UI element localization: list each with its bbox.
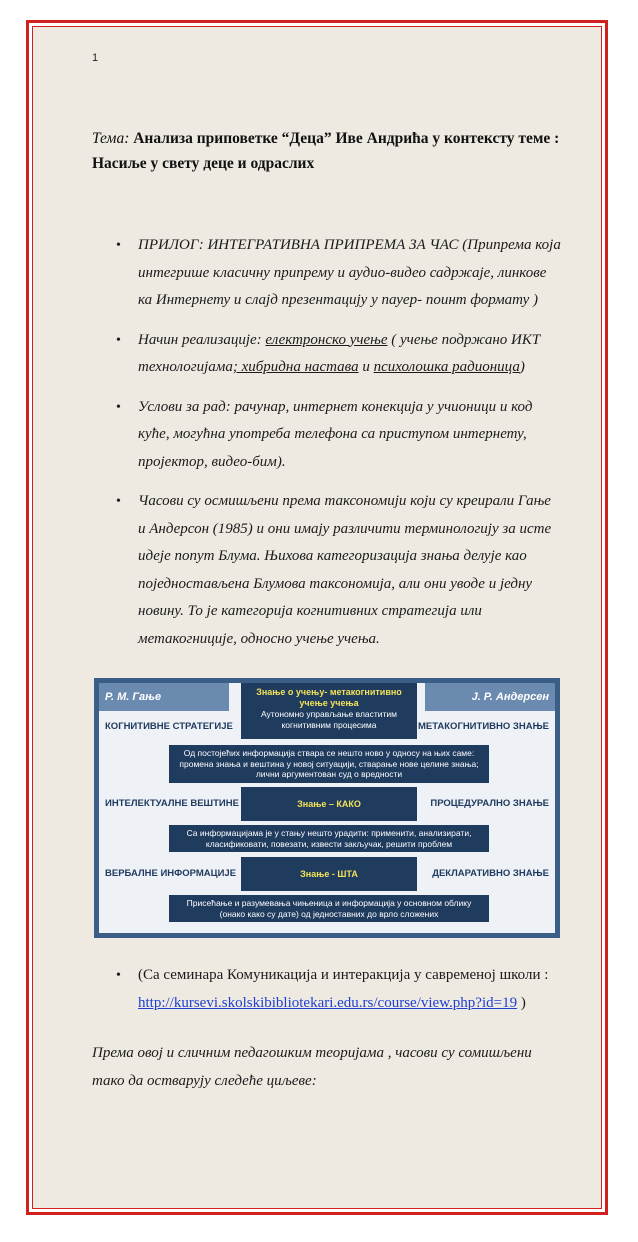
diagram-band3: Присећање и разумевања чињеница и информација у основном облику (онако како су дате) од једноставних до врло сложених: [169, 895, 489, 922]
link-e-learning[interactable]: електронско учење: [265, 331, 388, 348]
page-number: 1: [92, 52, 99, 64]
source-note: [92, 962, 562, 1017]
title-text-line1: Анализа приповетке “Деца” Иве Андрића у контексту теме :: [133, 130, 560, 147]
title-label: Тема:: [92, 130, 130, 147]
bullet-text: Часови су осмишљени према таксономији који су креирали Гање и Андерсон (1985) и они имају различити терминологију за исте идеје попут Блума. Њихова категоризација знања делује као поједностављена Блумова таксономија, али они уводе и једну новину. То је категорија когнитивних стратегија или метакогниције, односно учење учења.: [138, 493, 552, 647]
diagram-top-center: [241, 683, 417, 739]
source-text: (Са семинара Комуникација и интеракција у савременој школи :: [138, 967, 549, 983]
diagram-right-row1: МЕТАКОГНИТИВНО ЗНАЊЕ: [417, 721, 549, 732]
bullet-icon: •: [116, 238, 121, 253]
diagram-canvas: [99, 683, 555, 933]
bullet-icon: •: [116, 494, 121, 509]
bullet-prefix: Начин реализације:: [138, 331, 266, 348]
source-link[interactable]: http://kursevi.skolskibibliotekari.edu.rs/course/view.php?id=19: [138, 994, 518, 1011]
bullet-icon: •: [116, 332, 121, 348]
diagram-center-row3: [241, 857, 417, 891]
document-title: [92, 126, 572, 176]
diagram-right-row2: ПРОЦЕДУРАЛНО ЗНАЊЕ: [430, 798, 549, 809]
diagram-center-row2-label: Знање – КАКО: [297, 799, 361, 809]
diagram-band2: Са информацијама је у стању нешто урадити: применити, анализирати, класификовати, повезати, извести закључак, решити проблем: [169, 825, 489, 852]
diagram-top-center-title: Знање о учењу- метакогнитивно учење учења: [256, 687, 402, 708]
closing-paragraph: Према овој и сличним педагошким теоријама , часови су сомишљени тако да остварују следеће циљеве:: [92, 1045, 532, 1089]
diagram-center-row3-label: Знање - ШТА: [300, 869, 358, 879]
diagram-left-row1: КОГНИТИВНЕ СТРАТЕГИЈЕ: [105, 721, 233, 732]
list-item: [92, 488, 562, 653]
list-item: [92, 327, 562, 382]
diagram-top-center-sub: Аутономно управљање властитим когнитивним процесима: [260, 709, 398, 730]
diagram-left-row2: ИНТЕЛЕКТУАЛНЕ ВЕШТИНЕ: [105, 798, 239, 809]
knowledge-taxonomy-diagram: [94, 678, 560, 938]
diagram-left-row3: ВЕРБАЛНЕ ИНФОРМАЦИЈЕ: [105, 868, 237, 879]
title-text-line2: Насиље у свету деце и одраслих: [92, 155, 315, 172]
diagram-right-row3: ДЕКЛАРАТИВНО ЗНАЊЕ: [432, 868, 549, 879]
diagram-left-head: Р. М. Гање: [99, 683, 229, 711]
list-item: [92, 394, 562, 477]
bullet-and: и: [358, 359, 374, 375]
bullet-mid: ( учење подржано ИКТ технологијама: [138, 331, 541, 375]
diagram-band1: Од постојећих информација ствара се нешто ново у односу на њих саме: промена знања и вештина у новој ситуацији, стварање нове целине знања; лични аргументован суд о вредности: [169, 745, 489, 783]
bullet-suffix: ): [519, 359, 525, 375]
source-close: ): [517, 994, 526, 1011]
diagram-center-row2: [241, 787, 417, 821]
bullet-text: ПРИЛОГ: ИНТЕГРАТИВНА ПРИПРЕМА ЗА ЧАС (Припрема која интегрише класичну припрему и аудио-видео садржаје, линкове ка Интернету и слајд презентацију у пауер- поинт формату ): [138, 237, 561, 308]
link-hybrid-teaching[interactable]: ; хибридна настава: [232, 359, 359, 375]
bullet-list: [92, 232, 562, 665]
diagram-right-head: Ј. Р. Андерсен: [425, 683, 555, 711]
bullet-icon: •: [116, 399, 121, 415]
link-psych-workshop[interactable]: психолошка радионица: [373, 359, 520, 375]
bullet-text: Услови за рад: рачунар, интернет конекција у учионици и код куће, могућна употреба телефона са приступом интернету, пројектор, видео-бим).: [138, 398, 533, 470]
list-item: [92, 232, 562, 315]
bullet-icon: •: [116, 968, 121, 983]
